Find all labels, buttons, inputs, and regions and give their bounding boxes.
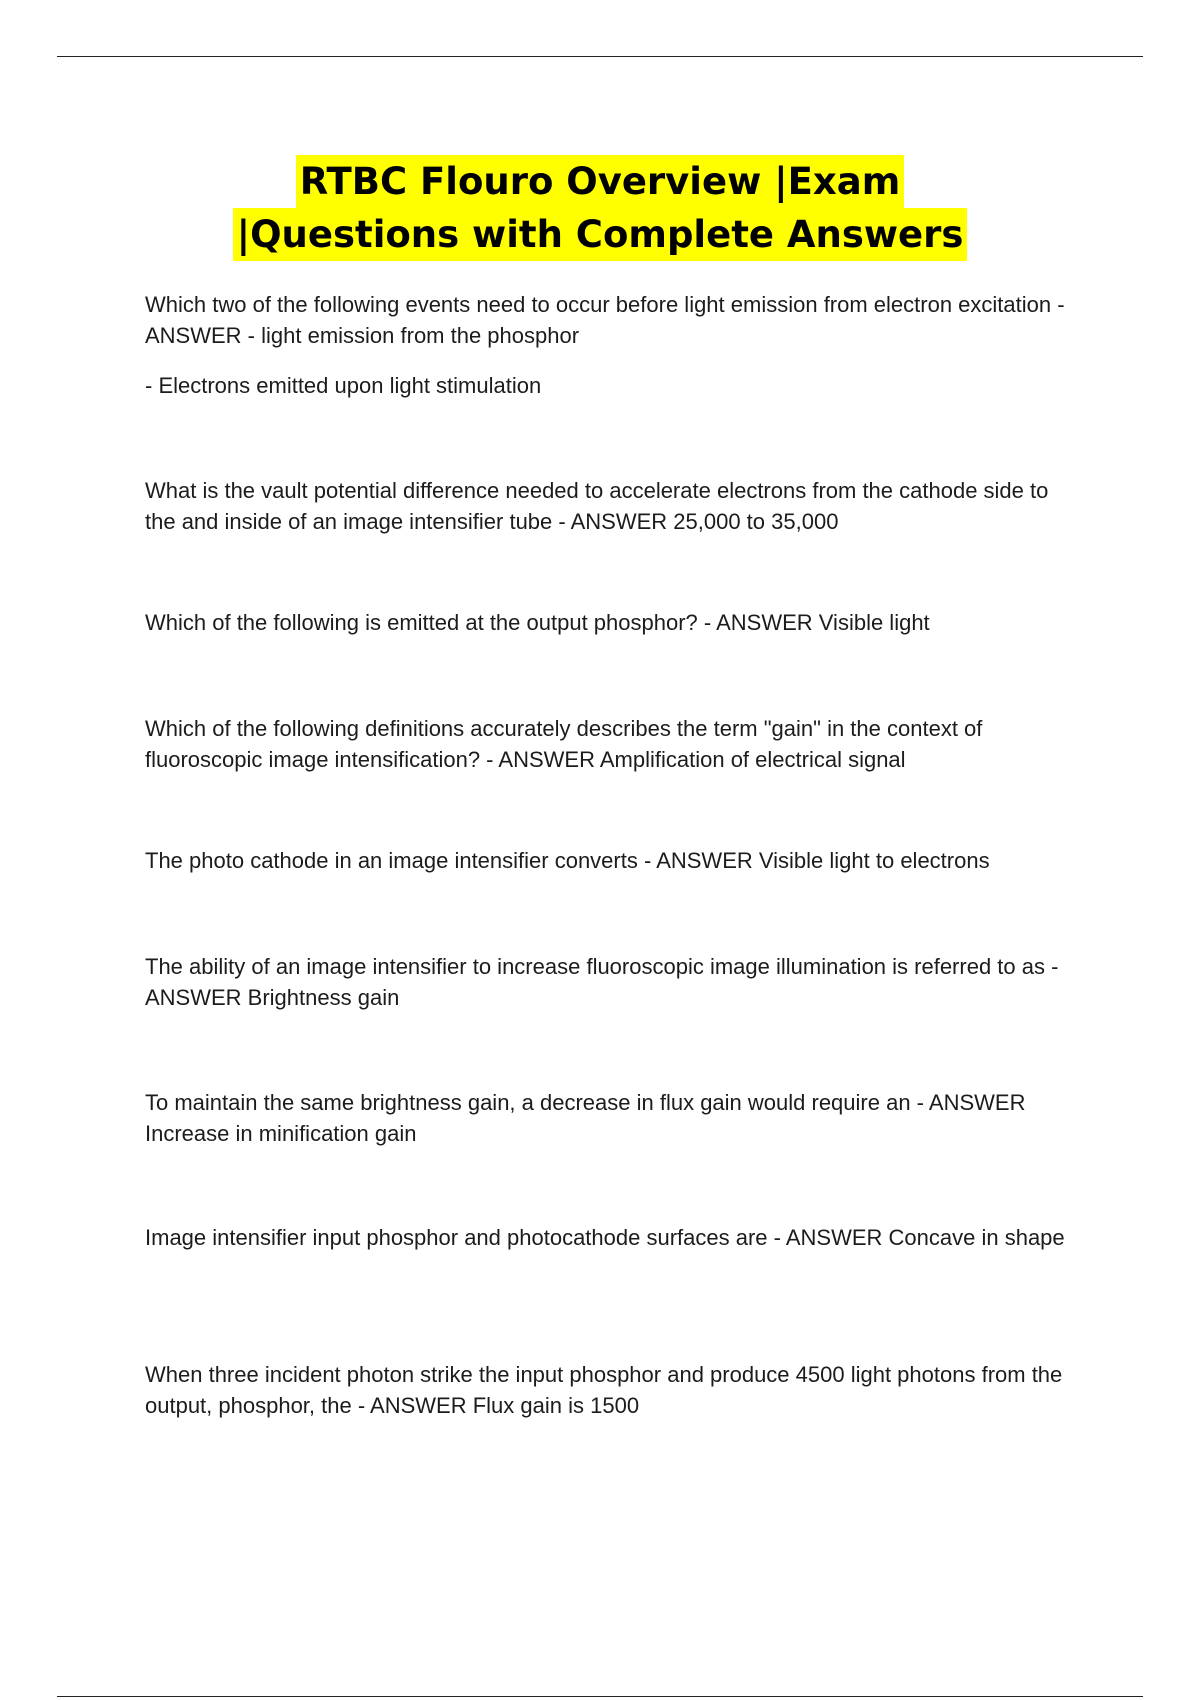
qa-item-5: Which of the following definitions accurately describes the term "gain" in the context of fluoroscopic image intensification? - ANSWER Amplification of electrical signal: [145, 716, 983, 772]
qa-item-6: The photo cathode in an image intensifier converts - ANSWER Visible light to electrons: [145, 848, 990, 873]
qa-item-8: To maintain the same brightness gain, a decrease in flux gain would require an - ANSWER Increase in minification gain: [145, 1090, 1026, 1146]
document-title: [0, 155, 1200, 261]
qa-item-4: Which of the following is emitted at the output phosphor? - ANSWER Visible light: [145, 610, 930, 635]
footer-rule: [57, 1696, 1143, 1697]
qa-item-1: Which two of the following events need to occur before light emission from electron excitation - ANSWER - light emission from the phosphor: [145, 292, 1065, 348]
qa-item-9: Image intensifier input phosphor and photocathode surfaces are - ANSWER Concave in shape: [145, 1225, 1065, 1250]
qa-item-10: When three incident photon strike the input phosphor and produce 4500 light photons from the output, phosphor, the - ANSWER Flux gain is 1500: [145, 1362, 1063, 1418]
qa-item-2: - Electrons emitted upon light stimulation: [145, 373, 542, 398]
header-rule: [57, 56, 1143, 57]
title-line-1: RTBC Flouro Overview |Exam: [296, 155, 905, 208]
title-line-2: |Questions with Complete Answers: [233, 208, 968, 261]
qa-item-3: What is the vault potential difference needed to accelerate electrons from the cathode side to the and inside of an image intensifier tube - ANSWER 25,000 to 35,000: [145, 478, 1049, 534]
qa-item-7: The ability of an image intensifier to increase fluoroscopic image illumination is referred to as - ANSWER Brightness gain: [145, 954, 1059, 1010]
